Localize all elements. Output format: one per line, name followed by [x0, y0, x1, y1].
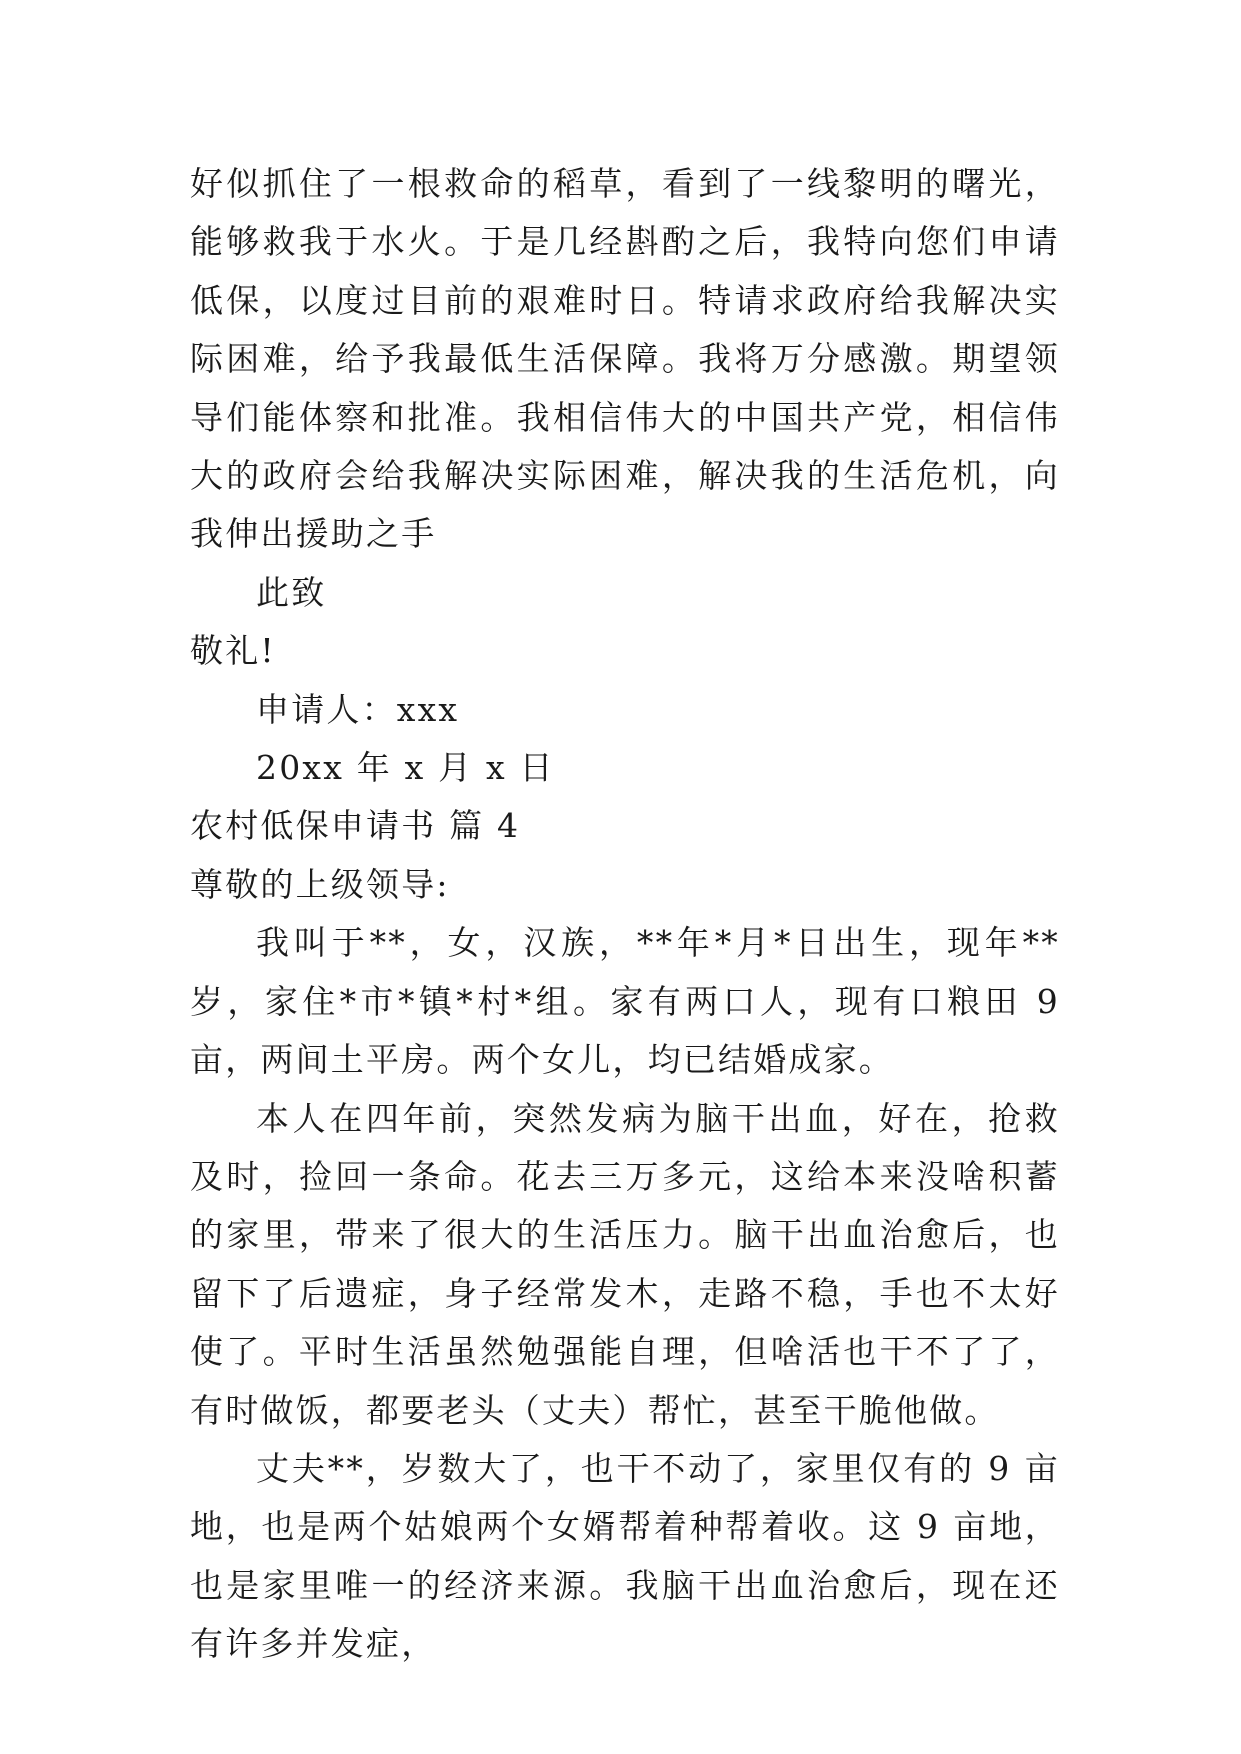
- closing-cizhi: 此致: [256, 572, 327, 612]
- applicant-signature: 申请人：xxx: [256, 689, 460, 729]
- document-body: [190, 155, 1060, 1674]
- closing-jingli: 敬礼!: [190, 631, 276, 671]
- paragraph-illness: 本人在四年前，突然发病为脑干出血，好在，抢救及时，捡回一条命。花去三万多元，这给本来没啥积蓄的家里，带来了很大的生活压力。脑干出血治愈后，也留下了后遗症，身子经常发木，走路不稳，手也不太好使了。平时生活虽然勉强能自理，但啥活也干不了了，有时做饭，都要老头（丈夫）帮忙，甚至干脆他做。: [190, 1098, 1060, 1430]
- paragraph-husband: 丈夫**，岁数大了，也干不动了，家里仅有的 9 亩地，也是两个姑娘两个女婿帮着种帮着收。这 9 亩地，也是家里唯一的经济来源。我脑干出血治愈后，现在还有许多并发症，: [190, 1448, 1060, 1664]
- paragraph-intro: 我叫于**，女，汉族，**年*月*日出生，现年**岁，家住*市*镇*村*组。家有两口人，现有口粮田 9 亩，两间土平房。两个女儿，均已结婚成家。: [190, 923, 1060, 1080]
- salutation: 尊敬的上级领导:: [190, 864, 450, 904]
- section-title: 农村低保申请书 篇 4: [190, 806, 521, 846]
- paragraph-continuation: 好似抓住了一根救命的稻草，看到了一线黎明的曙光，能够救我于水火。于是几经斟酌之后，我特向您们申请低保，以度过目前的艰难时日。特请求政府给我解决实际困难，给予我最低生活保障。我将万分感激。期望领导们能体察和批准。我相信伟大的中国共产党，相信伟大的政府会给我解决实际困难，解决我的生活危机，向我伸出援助之手: [190, 164, 1060, 554]
- application-date: 20xx 年 x 月 x 日: [256, 748, 555, 788]
